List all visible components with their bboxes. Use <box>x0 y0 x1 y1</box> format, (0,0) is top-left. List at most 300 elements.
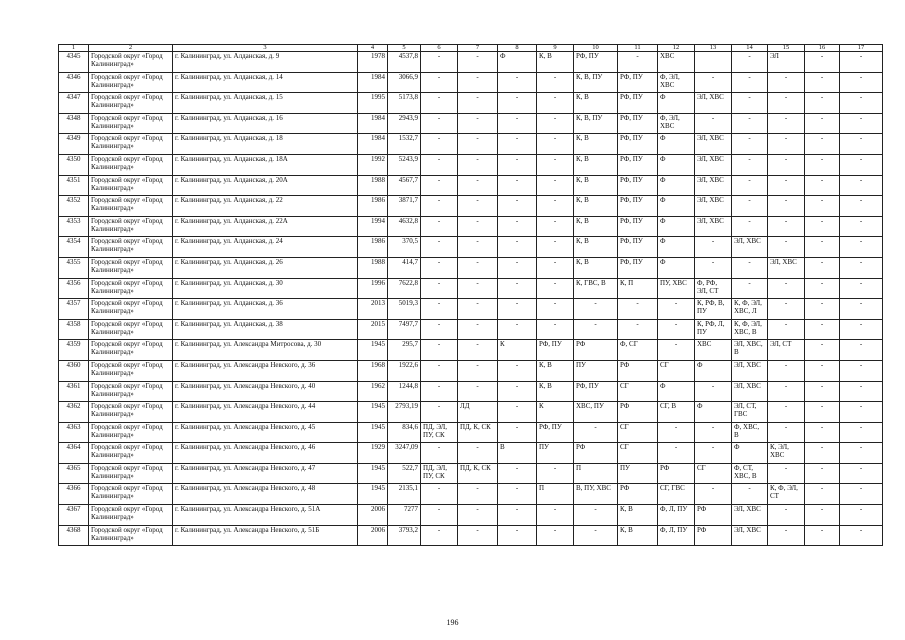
work-period-cell-c12: ПУ, ХВС <box>658 278 695 299</box>
work-period-cell-c15: - <box>768 134 805 155</box>
work-period-cell-c11: РФ, ПУ <box>618 216 658 237</box>
address-cell: г. Калининград, ул. Александра Невского, д. 48 <box>173 484 358 505</box>
work-period-cell-c8: - <box>498 360 537 381</box>
district-cell: Городской округ «Город Калининград» <box>89 52 173 73</box>
work-period-cell-c15: - <box>768 381 805 402</box>
work-period-cell-c17: - <box>840 360 883 381</box>
work-period-cell-c17: - <box>840 72 883 93</box>
work-period-cell-c16: - <box>805 484 840 505</box>
area-cell: 4537,8 <box>388 52 421 73</box>
column-number-cell: 3 <box>173 45 358 52</box>
work-period-cell-c8: Ф <box>498 52 537 73</box>
work-period-cell-c6: - <box>421 340 458 361</box>
work-period-cell-c9: К, В <box>537 52 574 73</box>
work-period-cell-c16: - <box>805 319 840 340</box>
work-period-cell-c16: - <box>805 113 840 134</box>
work-period-cell-c17: - <box>840 319 883 340</box>
column-number-cell: 5 <box>388 45 421 52</box>
record-number-cell: 4365 <box>59 463 89 484</box>
address-cell: г. Калининград, ул. Александра Невского, д. 51А <box>173 505 358 526</box>
table-row <box>59 319 883 340</box>
work-period-cell-c6: - <box>421 402 458 423</box>
work-period-cell-c6: - <box>421 237 458 258</box>
work-period-cell-c7: - <box>458 52 498 73</box>
work-period-cell-c12: Ф <box>658 134 695 155</box>
work-period-cell-c17: - <box>840 216 883 237</box>
address-cell: г. Калининград, ул. Алданская, д. 36 <box>173 299 358 320</box>
address-cell: г. Калининград, ул. Алданская, д. 22А <box>173 216 358 237</box>
work-period-cell-c7: - <box>458 134 498 155</box>
work-period-cell-c10: К, В <box>574 257 618 278</box>
work-period-cell-c10: К, В <box>574 216 618 237</box>
record-number-cell: 4351 <box>59 175 89 196</box>
work-period-cell-c9: К, В <box>537 360 574 381</box>
work-period-cell-c15: - <box>768 93 805 114</box>
record-number-cell: 4367 <box>59 505 89 526</box>
year-built-cell: 1984 <box>358 72 388 93</box>
work-period-cell-c16: - <box>805 175 840 196</box>
work-period-cell-c13: ЭЛ, ХВС <box>695 196 732 217</box>
work-period-cell-c7: - <box>458 237 498 258</box>
work-period-cell-c12: - <box>658 319 695 340</box>
work-period-cell-c9: - <box>537 505 574 526</box>
work-period-cell-c12: Ф <box>658 216 695 237</box>
work-period-cell-c12: - <box>658 443 695 464</box>
address-cell: г. Калининград, ул. Алданская, д. 30 <box>173 278 358 299</box>
work-period-cell-c14: ЭЛ, ХВС <box>732 525 768 546</box>
work-period-cell-c17: - <box>840 154 883 175</box>
work-period-cell-c9: - <box>537 319 574 340</box>
district-cell: Городской округ «Город Калининград» <box>89 72 173 93</box>
work-period-cell-c13: Ф, РФ, ЭЛ, СТ <box>695 278 732 299</box>
work-period-cell-c15: К, ЭЛ, ХВС <box>768 443 805 464</box>
work-period-cell-c14: - <box>732 113 768 134</box>
work-period-cell-c11: Ф, СГ <box>618 340 658 361</box>
work-period-cell-c14: ЭЛ, ХВС <box>732 237 768 258</box>
district-cell: Городской округ «Город Калининград» <box>89 216 173 237</box>
record-number-cell: 4348 <box>59 113 89 134</box>
work-period-cell-c13: К, РФ, В, ПУ <box>695 299 732 320</box>
column-number-cell: 14 <box>732 45 768 52</box>
work-period-cell-c11: К, В <box>618 505 658 526</box>
table-row <box>59 175 883 196</box>
work-period-cell-c7: ПД, К, СК <box>458 422 498 443</box>
work-period-cell-c16: - <box>805 257 840 278</box>
work-period-cell-c9: - <box>537 175 574 196</box>
work-period-cell-c7: - <box>458 216 498 237</box>
work-period-cell-c15: - <box>768 175 805 196</box>
work-period-cell-c11: РФ, ПУ <box>618 93 658 114</box>
work-period-cell-c11: РФ, ПУ <box>618 72 658 93</box>
record-number-cell: 4357 <box>59 299 89 320</box>
work-period-cell-c17: - <box>840 257 883 278</box>
work-period-cell-c13: - <box>695 72 732 93</box>
work-period-cell-c16: - <box>805 360 840 381</box>
work-period-cell-c10: К, В <box>574 134 618 155</box>
work-period-cell-c6: - <box>421 443 458 464</box>
register-sheet <box>58 44 883 546</box>
work-period-cell-c12: Ф, Л, ПУ <box>658 525 695 546</box>
work-period-cell-c15: ЭЛ, ХВС <box>768 257 805 278</box>
address-cell: г. Калининград, ул. Александра Невского, д. 36 <box>173 360 358 381</box>
district-cell: Городской округ «Город Калининград» <box>89 93 173 114</box>
work-period-cell-c11: РФ, ПУ <box>618 113 658 134</box>
work-period-cell-c13: - <box>695 237 732 258</box>
table-row <box>59 216 883 237</box>
table-row <box>59 72 883 93</box>
work-period-cell-c16: - <box>805 402 840 423</box>
district-cell: Городской округ «Город Калининград» <box>89 319 173 340</box>
record-number-cell: 4352 <box>59 196 89 217</box>
year-built-cell: 1984 <box>358 134 388 155</box>
record-number-cell: 4353 <box>59 216 89 237</box>
year-built-cell: 1992 <box>358 154 388 175</box>
year-built-cell: 1996 <box>358 278 388 299</box>
year-built-cell: 1978 <box>358 52 388 73</box>
area-cell: 1532,7 <box>388 134 421 155</box>
work-period-cell-c6: - <box>421 52 458 73</box>
area-cell: 1922,6 <box>388 360 421 381</box>
column-number-cell: 10 <box>574 45 618 52</box>
work-period-cell-c10: - <box>574 505 618 526</box>
work-period-cell-c11: СГ <box>618 422 658 443</box>
work-period-cell-c15: - <box>768 237 805 258</box>
work-period-cell-c9: - <box>537 196 574 217</box>
year-built-cell: 1945 <box>358 402 388 423</box>
work-period-cell-c9: - <box>537 154 574 175</box>
work-period-cell-c10: К, В, ПУ <box>574 72 618 93</box>
work-period-cell-c10: К, В <box>574 175 618 196</box>
table-row <box>59 340 883 361</box>
column-number-cell: 13 <box>695 45 732 52</box>
work-period-cell-c7: - <box>458 257 498 278</box>
record-number-cell: 4359 <box>59 340 89 361</box>
table-row <box>59 93 883 114</box>
table-row <box>59 113 883 134</box>
address-cell: г. Калининград, ул. Александра Невского, д. 46 <box>173 443 358 464</box>
table-row <box>59 463 883 484</box>
work-period-cell-c16: - <box>805 216 840 237</box>
area-cell: 834,6 <box>388 422 421 443</box>
area-cell: 370,5 <box>388 237 421 258</box>
area-cell: 5173,8 <box>388 93 421 114</box>
area-cell: 295,7 <box>388 340 421 361</box>
work-period-cell-c10: ХВС, ПУ <box>574 402 618 423</box>
work-period-cell-c16: - <box>805 52 840 73</box>
work-period-cell-c11: РФ <box>618 402 658 423</box>
column-number-header-row <box>59 45 883 52</box>
work-period-cell-c16: - <box>805 422 840 443</box>
work-period-cell-c10: К, ГВС, В <box>574 278 618 299</box>
year-built-cell: 1986 <box>358 237 388 258</box>
work-period-cell-c13: ЭЛ, ХВС <box>695 93 732 114</box>
area-cell: 7497,7 <box>388 319 421 340</box>
work-period-cell-c14: - <box>732 134 768 155</box>
work-period-cell-c12: РФ <box>658 463 695 484</box>
work-period-cell-c16: - <box>805 443 840 464</box>
area-cell: 4632,8 <box>388 216 421 237</box>
address-cell: г. Калининград, ул. Александра Невского, д. 40 <box>173 381 358 402</box>
address-cell: г. Калининград, ул. Александра Невского, д. 47 <box>173 463 358 484</box>
record-number-cell: 4354 <box>59 237 89 258</box>
address-cell: г. Калининград, ул. Алданская, д. 9 <box>173 52 358 73</box>
work-period-cell-c7: - <box>458 360 498 381</box>
work-period-cell-c11: ПУ <box>618 463 658 484</box>
year-built-cell: 1945 <box>358 484 388 505</box>
work-period-cell-c17: - <box>840 134 883 155</box>
table-row <box>59 484 883 505</box>
work-period-cell-c16: - <box>805 237 840 258</box>
work-period-cell-c16: - <box>805 340 840 361</box>
work-period-cell-c14: - <box>732 93 768 114</box>
work-period-cell-c7: - <box>458 196 498 217</box>
area-cell: 4567,7 <box>388 175 421 196</box>
record-number-cell: 4345 <box>59 52 89 73</box>
area-cell: 2135,1 <box>388 484 421 505</box>
district-cell: Городской округ «Город Калининград» <box>89 525 173 546</box>
work-period-cell-c10: РФ <box>574 340 618 361</box>
work-period-cell-c8: К <box>498 340 537 361</box>
district-cell: Городской округ «Город Калининград» <box>89 175 173 196</box>
address-cell: г. Калининград, ул. Алданская, д. 22 <box>173 196 358 217</box>
work-period-cell-c12: Ф <box>658 257 695 278</box>
work-period-cell-c16: - <box>805 134 840 155</box>
record-number-cell: 4368 <box>59 525 89 546</box>
work-period-cell-c12: Ф <box>658 154 695 175</box>
work-period-cell-c10: К, В <box>574 196 618 217</box>
work-period-cell-c16: - <box>805 93 840 114</box>
record-number-cell: 4364 <box>59 443 89 464</box>
district-cell: Городской округ «Город Калининград» <box>89 484 173 505</box>
district-cell: Городской округ «Город Калининград» <box>89 422 173 443</box>
column-number-cell: 11 <box>618 45 658 52</box>
work-period-cell-c14: К, Ф, ЭЛ, ХВС, Л <box>732 299 768 320</box>
work-period-cell-c6: - <box>421 299 458 320</box>
district-cell: Городской округ «Город Калининград» <box>89 278 173 299</box>
work-period-cell-c6: ПД, ЭЛ, ПУ, СК <box>421 463 458 484</box>
year-built-cell: 2006 <box>358 505 388 526</box>
work-period-cell-c8: В <box>498 443 537 464</box>
work-period-cell-c17: - <box>840 484 883 505</box>
work-period-cell-c14: - <box>732 257 768 278</box>
work-period-cell-c9: - <box>537 257 574 278</box>
work-period-cell-c15: - <box>768 72 805 93</box>
work-period-cell-c17: - <box>840 278 883 299</box>
year-built-cell: 2015 <box>358 319 388 340</box>
work-period-cell-c15: - <box>768 299 805 320</box>
work-period-cell-c12: - <box>658 299 695 320</box>
record-number-cell: 4350 <box>59 154 89 175</box>
work-period-cell-c17: - <box>840 381 883 402</box>
work-period-cell-c11: РФ, ПУ <box>618 134 658 155</box>
work-period-cell-c17: - <box>840 175 883 196</box>
work-period-cell-c15: - <box>768 525 805 546</box>
area-cell: 2793,19 <box>388 402 421 423</box>
work-period-cell-c7: - <box>458 319 498 340</box>
work-period-cell-c13: - <box>695 257 732 278</box>
work-period-cell-c13: - <box>695 422 732 443</box>
work-period-cell-c14: ЭЛ, СТ, ГВС <box>732 402 768 423</box>
work-period-cell-c10: К, В <box>574 93 618 114</box>
work-period-cell-c15: К, Ф, ЭЛ, СТ <box>768 484 805 505</box>
work-period-cell-c8: - <box>498 381 537 402</box>
work-period-cell-c14: ЭЛ, ХВС, В <box>732 340 768 361</box>
work-period-cell-c14: - <box>732 484 768 505</box>
table-row <box>59 196 883 217</box>
district-cell: Городской округ «Город Калининград» <box>89 463 173 484</box>
work-period-cell-c17: - <box>840 113 883 134</box>
area-cell: 7277 <box>388 505 421 526</box>
work-period-cell-c8: - <box>498 154 537 175</box>
table-row <box>59 525 883 546</box>
work-period-cell-c12: ХВС <box>658 52 695 73</box>
work-period-cell-c7: - <box>458 525 498 546</box>
work-period-cell-c10: - <box>574 319 618 340</box>
work-period-cell-c9: - <box>537 134 574 155</box>
district-cell: Городской округ «Город Калининград» <box>89 505 173 526</box>
work-period-cell-c11: - <box>618 52 658 73</box>
work-period-cell-c6: - <box>421 134 458 155</box>
work-period-cell-c10: К, В <box>574 237 618 258</box>
record-number-cell: 4362 <box>59 402 89 423</box>
work-period-cell-c8: - <box>498 113 537 134</box>
year-built-cell: 1945 <box>358 463 388 484</box>
work-period-cell-c12: - <box>658 340 695 361</box>
year-built-cell: 1995 <box>358 93 388 114</box>
area-cell: 5019,3 <box>388 299 421 320</box>
work-period-cell-c17: - <box>840 443 883 464</box>
work-period-cell-c12: Ф <box>658 196 695 217</box>
area-cell: 3247,09 <box>388 443 421 464</box>
work-period-cell-c8: - <box>498 237 537 258</box>
work-period-cell-c8: - <box>498 175 537 196</box>
work-period-cell-c6: - <box>421 196 458 217</box>
work-period-cell-c15: ЭЛ, СТ <box>768 340 805 361</box>
work-period-cell-c11: К, В <box>618 525 658 546</box>
record-number-cell: 4361 <box>59 381 89 402</box>
area-cell: 7622,8 <box>388 278 421 299</box>
year-built-cell: 1945 <box>358 340 388 361</box>
work-period-cell-c6: - <box>421 93 458 114</box>
work-period-cell-c15: - <box>768 463 805 484</box>
area-cell: 2943,9 <box>388 113 421 134</box>
work-period-cell-c11: РФ, ПУ <box>618 196 658 217</box>
table-row <box>59 299 883 320</box>
work-period-cell-c7: - <box>458 93 498 114</box>
work-period-cell-c10: РФ, ПУ <box>574 381 618 402</box>
work-period-cell-c14: ЭЛ, ХВС <box>732 360 768 381</box>
area-cell: 3871,7 <box>388 196 421 217</box>
work-period-cell-c9: - <box>537 463 574 484</box>
record-number-cell: 4356 <box>59 278 89 299</box>
work-period-cell-c9: - <box>537 237 574 258</box>
work-period-cell-c10: К, В, ПУ <box>574 113 618 134</box>
work-period-cell-c13: - <box>695 381 732 402</box>
column-number-cell: 4 <box>358 45 388 52</box>
work-period-cell-c12: Ф, ЭЛ, ХВС <box>658 113 695 134</box>
work-period-cell-c6: - <box>421 484 458 505</box>
year-built-cell: 2013 <box>358 299 388 320</box>
column-number-cell: 16 <box>805 45 840 52</box>
column-number-cell: 1 <box>59 45 89 52</box>
record-number-cell: 4355 <box>59 257 89 278</box>
work-period-cell-c10: П <box>574 463 618 484</box>
work-period-cell-c10: - <box>574 422 618 443</box>
year-built-cell: 1988 <box>358 257 388 278</box>
work-period-cell-c9: - <box>537 278 574 299</box>
work-period-cell-c11: РФ <box>618 484 658 505</box>
work-period-cell-c14: - <box>732 175 768 196</box>
work-period-cell-c10: РФ <box>574 443 618 464</box>
work-period-cell-c8: - <box>498 402 537 423</box>
page-number: 196 <box>446 618 459 627</box>
work-period-cell-c15: - <box>768 422 805 443</box>
work-period-cell-c10: - <box>574 299 618 320</box>
address-cell: г. Калининград, ул. Александра Невского, д. 44 <box>173 402 358 423</box>
table-row <box>59 237 883 258</box>
work-period-cell-c14: Ф, СТ, ХВС, В <box>732 463 768 484</box>
work-period-cell-c11: - <box>618 319 658 340</box>
work-period-cell-c7: ЛД <box>458 402 498 423</box>
work-period-cell-c8: - <box>498 505 537 526</box>
work-period-cell-c11: - <box>618 299 658 320</box>
address-cell: г. Калининград, ул. Алданская, д. 24 <box>173 237 358 258</box>
work-period-cell-c15: - <box>768 319 805 340</box>
work-period-cell-c8: - <box>498 278 537 299</box>
work-period-cell-c9: К <box>537 402 574 423</box>
work-period-cell-c9: К, В <box>537 381 574 402</box>
work-period-cell-c9: ПУ <box>537 443 574 464</box>
work-period-cell-c8: - <box>498 93 537 114</box>
work-period-cell-c8: - <box>498 484 537 505</box>
work-period-cell-c7: - <box>458 154 498 175</box>
year-built-cell: 1962 <box>358 381 388 402</box>
work-period-cell-c8: - <box>498 525 537 546</box>
work-period-cell-c13 <box>695 52 732 73</box>
record-number-cell: 4358 <box>59 319 89 340</box>
address-cell: г. Калининград, ул. Алданская, д. 18А <box>173 154 358 175</box>
table-row <box>59 257 883 278</box>
year-built-cell: 1945 <box>358 422 388 443</box>
year-built-cell: 1929 <box>358 443 388 464</box>
work-period-cell-c16: - <box>805 196 840 217</box>
work-period-cell-c6: - <box>421 278 458 299</box>
work-period-cell-c16: - <box>805 278 840 299</box>
work-period-cell-c13: - <box>695 443 732 464</box>
work-period-cell-c9: П <box>537 484 574 505</box>
district-cell: Городской округ «Город Калининград» <box>89 154 173 175</box>
address-cell: г. Калининград, ул. Александра Невского, д. 51Б <box>173 525 358 546</box>
work-period-cell-c12: Ф <box>658 93 695 114</box>
district-cell: Городской округ «Город Калининград» <box>89 237 173 258</box>
work-period-cell-c17: - <box>840 402 883 423</box>
work-period-cell-c15: - <box>768 216 805 237</box>
work-period-cell-c6: - <box>421 505 458 526</box>
address-cell: г. Калининград, ул. Алданская, д. 16 <box>173 113 358 134</box>
work-period-cell-c9: - <box>537 72 574 93</box>
table-row <box>59 381 883 402</box>
work-period-cell-c10: В, ПУ, ХВС <box>574 484 618 505</box>
column-number-cell: 2 <box>89 45 173 52</box>
work-period-cell-c8: - <box>498 196 537 217</box>
work-period-cell-c12: - <box>658 422 695 443</box>
work-period-cell-c16: - <box>805 299 840 320</box>
district-cell: Городской округ «Город Калининград» <box>89 299 173 320</box>
work-period-cell-c13: ЭЛ, ХВС <box>695 134 732 155</box>
work-period-cell-c10: К, В <box>574 154 618 175</box>
year-built-cell: 1988 <box>358 175 388 196</box>
table-row <box>59 443 883 464</box>
